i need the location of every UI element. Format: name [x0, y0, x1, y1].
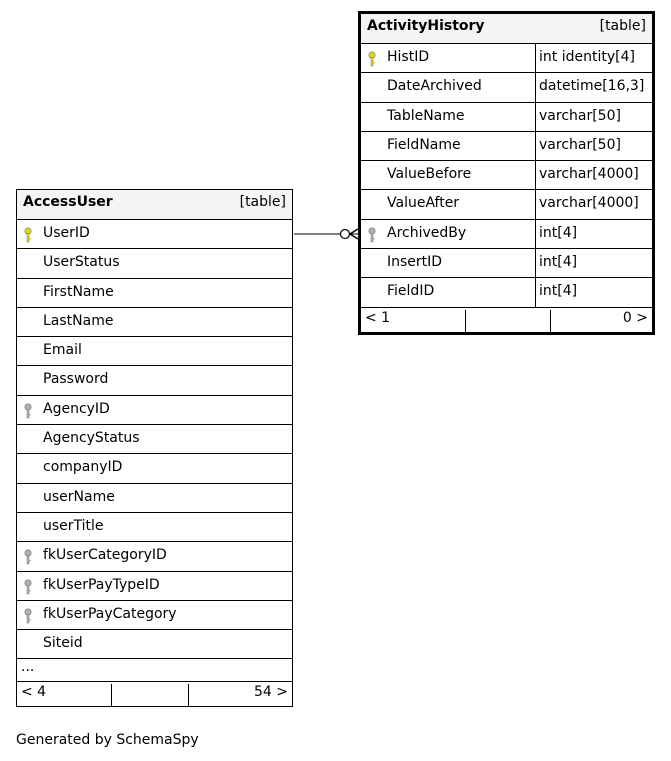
column-name: Email — [43, 342, 82, 359]
column-name: UserID — [43, 225, 90, 241]
column-name: ArchivedBy — [387, 224, 467, 241]
column-name: LastName — [43, 312, 114, 329]
column-name: userTitle — [43, 517, 104, 534]
more-columns-indicator: ... — [17, 659, 292, 682]
parent-count[interactable]: < 4 — [21, 684, 47, 701]
column-name: FieldID — [387, 283, 435, 300]
column-name: Password — [43, 371, 109, 388]
column-name: AgencyStatus — [43, 430, 140, 447]
column-name: TableName — [387, 107, 465, 124]
table-kind: [table] — [239, 194, 286, 210]
column-name: fkUserPayCategory — [43, 605, 177, 622]
column-type: varchar[4000] — [539, 195, 639, 212]
credit-text: Generated by SchemaSpy — [16, 732, 199, 748]
column-name: AgencyID — [43, 400, 110, 417]
column-name: InsertID — [387, 254, 443, 271]
column-name: userName — [43, 488, 115, 505]
column-type: int[4] — [539, 254, 578, 271]
child-count[interactable]: 54 > — [254, 684, 288, 701]
column-name: FieldName — [387, 136, 461, 153]
column-name: Siteid — [43, 635, 83, 652]
column-name: fkUserPayTypeID — [43, 576, 160, 593]
column-name: HistID — [387, 49, 430, 65]
column-type: varchar[4000] — [539, 166, 639, 183]
column-name: companyID — [43, 459, 123, 476]
table-kind: [table] — [599, 18, 646, 34]
column-type: datetime[16,3] — [539, 78, 645, 95]
column-type: int[4] — [539, 283, 578, 300]
column-type: int identity[4] — [539, 49, 635, 65]
column-name: FirstName — [43, 283, 114, 300]
column-name: DateArchived — [387, 78, 482, 95]
table-name: AccessUser — [23, 194, 113, 210]
child-count[interactable]: 0 > — [622, 309, 648, 326]
column-type: int[4] — [539, 224, 578, 241]
column-type: varchar[50] — [539, 107, 621, 124]
parent-count[interactable]: < 1 — [365, 309, 391, 326]
table-name: ActivityHistory — [367, 18, 485, 34]
column-name: ValueAfter — [387, 195, 460, 212]
column-type: varchar[50] — [539, 136, 621, 153]
column-name: fkUserCategoryID — [43, 547, 167, 564]
column-name: UserStatus — [43, 254, 120, 271]
column-name: ValueBefore — [387, 166, 472, 183]
zero-cardinality-circle — [341, 230, 350, 239]
